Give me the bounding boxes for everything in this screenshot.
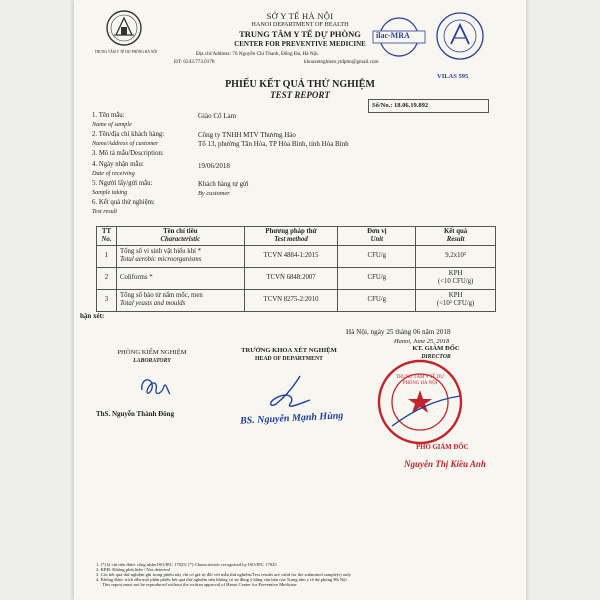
signoff-date-en: Hanoi, June 25, 2018 — [394, 338, 450, 345]
row-method: TCVN 6848:2007 — [244, 267, 338, 289]
field-2-label-en: Name/Address of customer — [92, 140, 159, 147]
date-received-value: 19/06/2018 — [198, 162, 230, 170]
table-row — [97, 245, 496, 267]
field-1-label: 1. Tên mẫu: — [92, 112, 125, 119]
ilac-mra-label: ilac-MRA — [376, 31, 410, 40]
vice-director-title: PHÓ GIÁM ĐỐC — [416, 444, 469, 451]
sample-taking-value-en: By customer — [198, 190, 230, 197]
department-name-en: HANOI DEPARTMENT OF HEALTH — [251, 21, 349, 28]
footnote-item: 4. Không được trích dẫn một phần phiếu kết quả thử nghiệm nếu không có sự đồng ý bằng văn bản của Trung tâm y tế dự phòng Hà Nội — [96, 577, 347, 582]
sample-taking-value: Khách hàng tự gửi — [198, 181, 249, 188]
table-header-row — [97, 227, 496, 246]
center-address: Địa chỉ/Address: 70 Nguyễn Chí Thanh, Đống Đa, Hà Nội. — [196, 51, 319, 57]
department-head-title-en: HEAD OF DEPARTMENT — [254, 356, 324, 362]
table-row — [97, 267, 496, 289]
laboratory-title: PHÒNG KIỂM NGHIỆM — [117, 349, 187, 356]
row-characteristic: Tổng số bào tử nấm mốc, men Total yeasts and moulds — [116, 289, 244, 311]
center-phone: ĐT: 0243.773.0178 — [174, 59, 215, 65]
report-page — [74, 0, 526, 600]
sample-name-value: Giảo Cổ Lam — [198, 112, 237, 120]
footnote-item: 2. KPH: Không phát hiện / Not detected — [96, 567, 170, 572]
footnote-item: 3. Các kết quả thử nghiệm ghi trong phiếu này chỉ có giá trị đối với mẫu thử nghiệm/Test results are valid for the submitted sample(s) only — [96, 572, 351, 577]
center-name-vi: TRUNG TÂM Y TẾ DỰ PHÒNG — [239, 29, 361, 39]
vilas-accreditation-logo-icon — [435, 11, 485, 61]
field-5-label-en: Sample taking — [92, 189, 128, 196]
header-test-method: Phương pháp thử Test method — [244, 227, 338, 246]
seal-text: TRUNG TÂM Y TẾ DỰ PHÒNG HÀ NỘI — [396, 375, 444, 387]
header-unit: Đơn vị Unit — [338, 227, 416, 246]
laboratory-title-en: LABORATORY — [133, 358, 171, 364]
row-characteristic: Coliforms * — [116, 267, 244, 289]
report-title-vi: PHIẾU KẾT QUẢ THỬ NGHIỆM — [225, 79, 375, 90]
table-row — [97, 289, 496, 311]
center-name-en: CENTER FOR PREVENTIVE MEDICINE — [234, 40, 366, 48]
report-number: Số/No.: 18.06.19.892 — [372, 102, 429, 109]
test-results-table — [96, 226, 496, 312]
vilas-label: VILAS 595 — [437, 73, 469, 80]
row-unit: CFU/g — [338, 267, 416, 289]
logo-caption: TRUNG TÂM Y TẾ DỰ PHÒNG HÀ NỘI — [94, 50, 158, 54]
director-title: KT. GIÁM ĐỐC — [412, 345, 460, 352]
laboratory-signer-name: ThS. Nguyễn Thành Đông — [96, 410, 175, 418]
director-title-en: DIRECTOR — [421, 354, 451, 360]
department-head-signature-icon — [260, 372, 320, 414]
footnote-item: 1. (*) là chỉ tiêu được công nhận ISO/IEC 17025/ (*) Characteristic recognised by ISO/IEC 17025 — [96, 562, 277, 567]
field-1-label-en: Name of sample — [92, 121, 132, 128]
row-number: 1 — [97, 245, 117, 267]
vice-director-name: Nguyễn Thị Kiều Anh — [404, 459, 486, 469]
field-2-label: 2. Tên/địa chỉ khách hàng: — [92, 131, 165, 138]
row-result: KPH (<10 CFU/g) — [416, 267, 496, 289]
row-result: 9,2x10² — [416, 245, 496, 267]
row-method: TCVN 8275-2:2010 — [244, 289, 338, 311]
field-4-label: 4. Ngày nhận mẫu: — [92, 161, 144, 168]
row-unit: CFU/g — [338, 245, 416, 267]
row-number: 3 — [97, 289, 117, 311]
field-3-label: 3. Mô tả mẫu/Description: — [92, 150, 164, 157]
report-title-en: TEST REPORT — [270, 90, 330, 100]
header-no: TT No. — [97, 227, 117, 246]
customer-name-value: Công ty TNHH MTV Thương Hảo — [198, 131, 296, 139]
customer-address-value: Tổ 13, phường Tân Hòa, TP Hòa Bình, tỉnh Hòa Bình — [198, 140, 349, 148]
row-characteristic: Tổng số vi sinh vật hiếu khí * Total aerobic microorganisms — [116, 245, 244, 267]
remarks-label: hận xét: — [80, 312, 105, 320]
header-characteristic: Tên chỉ tiêu Characteristic — [116, 227, 244, 246]
official-red-seal-icon — [374, 356, 466, 448]
report-number-box — [368, 99, 489, 113]
row-result: KPH (<10² CFU/g) — [416, 289, 496, 311]
center-email: khoaxetnghiem.ytdphn@gmail.com — [304, 59, 379, 65]
field-5-label: 5. Người lấy/gửi mẫu: — [92, 180, 153, 187]
footnote-item: This report must not be reproduced without the written approval of Hanoi Center for Preventive Medicine — [102, 582, 297, 587]
row-number: 2 — [97, 267, 117, 289]
field-6-label: 6. Kết quả thử nghiệm: — [92, 199, 155, 206]
row-method: TCVN 4884-1:2015 — [244, 245, 338, 267]
department-head-title: TRƯỞNG KHOA XÉT NGHIỆM — [241, 347, 337, 354]
field-4-label-en: Date of receiving — [92, 170, 135, 177]
laboratory-signature-icon — [134, 372, 178, 402]
header-result: Kết quả Result — [416, 227, 496, 246]
ministry-name: SỞ Y TẾ HÀ NỘI — [266, 11, 334, 21]
row-unit: CFU/g — [338, 289, 416, 311]
signoff-date-vi: Hà Nội, ngày 25 tháng 06 năm 2018 — [346, 328, 451, 336]
field-6-label-en: Test result — [92, 208, 118, 215]
footnotes — [96, 562, 516, 587]
department-head-signer-name: BS. Nguyễn Mạnh Hùng — [239, 410, 344, 427]
